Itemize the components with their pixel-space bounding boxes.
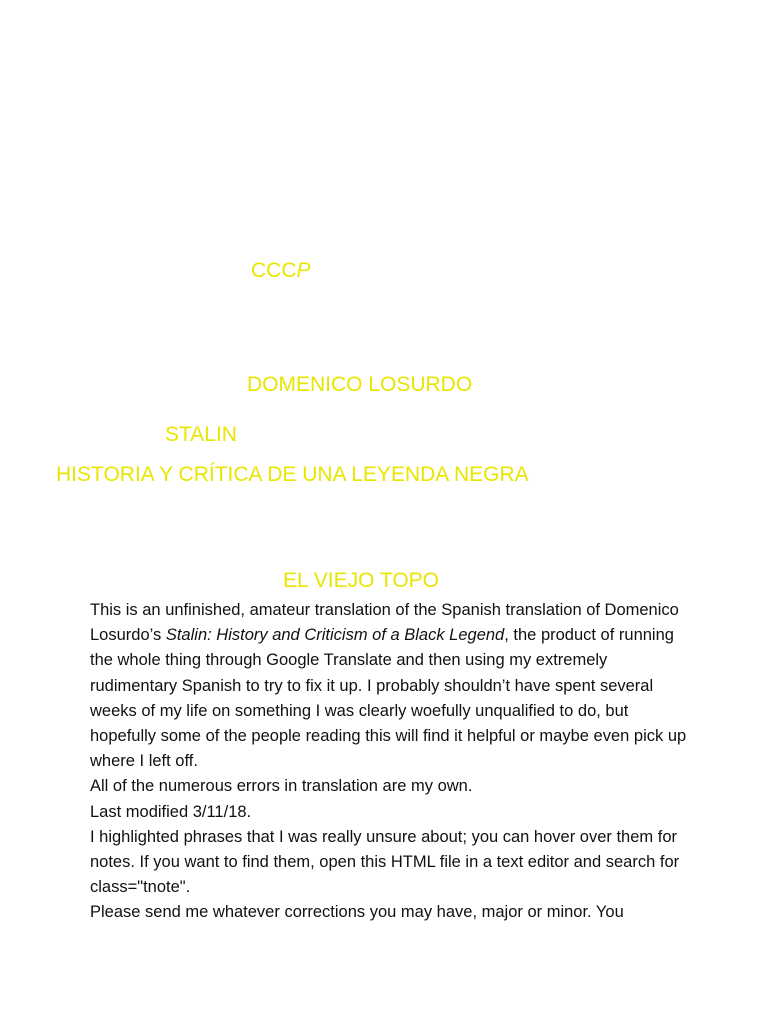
author-name: DOMENICO LOSURDO [247,373,473,396]
note-intro-after: , the product of running the whole thing through Google Translate and then using my extremely rudimentary Spanish to try to fix it up. I probably shouldn’t have spent several weeks of my life on something I was clearly woefully unqualified to do, but hopefully some of the people reading this will find it helpful or maybe even pick up where I left off. [90,626,687,771]
note-paragraph-modified: Last modified 3/11/18. [90,802,252,821]
note-paragraph-corrections: Please send me whatever corrections you may have, major or minor. You [90,903,624,922]
note-paragraph-errors: All of the numerous errors in translation are my own. [90,777,473,796]
note-paragraph-intro [90,598,690,774]
note-book-title: Stalin: History and Criticism of a Black Legend [165,626,505,645]
note-intro-before: This is an unfinished, amateur translation of the Spanish translation of Domenico Losurdo’s [90,601,679,645]
publisher-mark [251,258,311,284]
publisher-name: EL VIEJO TOPO [283,569,440,592]
publisher-mark-upright: CCC [251,259,297,282]
publisher-mark-italic: P [296,259,311,282]
translator-note [90,598,690,926]
note-paragraph-highlights: I highlighted phrases that I was really unsure about; you can hover over them for notes. If you want to find them, open this HTML file in a text editor and search for class="tnote". [90,827,680,897]
book-title: STALIN [165,423,237,446]
book-subtitle: HISTORIA Y CRÍTICA DE UNA LEYENDA NEGRA [56,463,529,486]
